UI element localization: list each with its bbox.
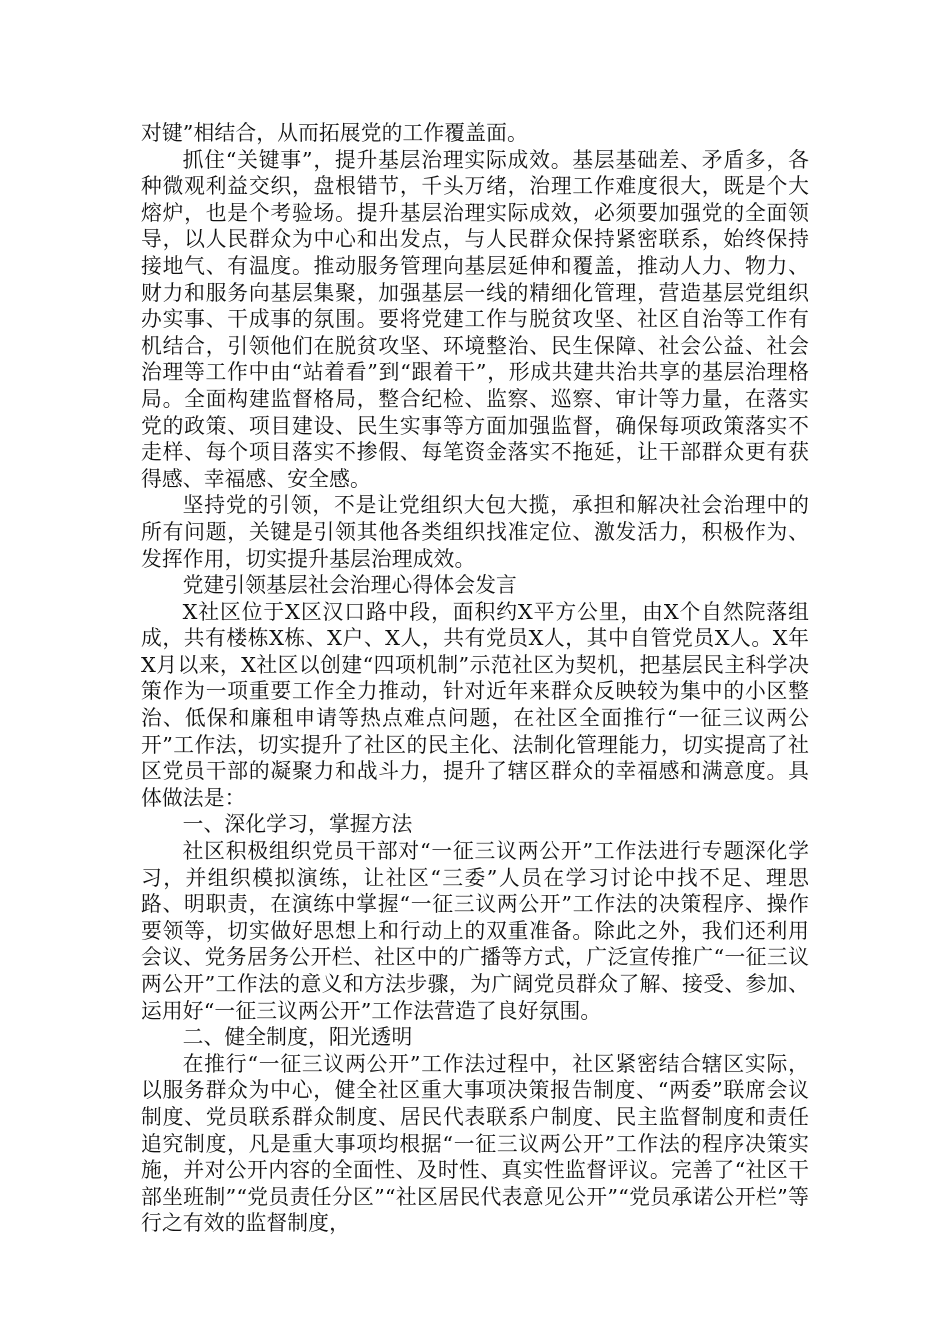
- paragraph-2: 抓住“关键事”，提升基层治理实际成效。基层基础差、矛盾多，各种微观利益交织，盘根错节，千头万绪，治理工作难度很大，既是个大熔炉，也是个考验场。提升基层治理实际成效，必须要加强党的全面领导，以人民群众为中心和出发点，与人民群众保持紧密联系，始终保持接地气、有温度。推动服务管理向基层延伸和覆盖，推动人力、物力、财力和服务向基层集聚，加强基层一线的精细化管理，营造基层党组织办实事、干成事的氛围。要将党建工作与脱贫攻坚、社区自治等工作有机结合，引领他们在脱贫攻坚、环境整治、民生保障、社会公益、社会治理等工作中由“站着看”到“跟着干”，形成共建共治共享的基层治理格局。全面构建监督格局，整合纪检、监察、巡察、审计等力量，在落实党的政策、项目建设、民生实事等方面加强监督，确保每项政策落实不走样、每个项目落实不掺假、每笔资金落实不拖延，让干部群众更有获得感、幸福感、安全感。: [141, 147, 809, 491]
- paragraph-3: 坚持党的引领，不是让党组织大包大揽，承担和解决社会治理中的所有问题，关键是引领其他各类组织找准定位、激发活力，积极作为、发挥作用，切实提升基层治理成效。: [141, 493, 809, 571]
- heading-1: 一、深化学习，掌握方法: [182, 812, 413, 837]
- paragraph-6: 在推行“一征三议两公开”工作法过程中，社区紧密结合辖区实际，以服务群众为中心，健全社区重大事项决策报告制度、“两委”联席会议制度、党员联系群众制度、居民代表联系户制度、民主监督制度和责任追究制度，凡是重大事项均根据“一征三议两公开”工作法的程序决策实施，并对公开内容的全面性、及时性、真实性监督评议。完善了“社区干部坐班制”“党员责任分区”“社区居民代表意见公开”“党员承诺公开栏”等行之有效的监督制度，: [141, 1051, 809, 1236]
- section-title: 党建引领基层社会治理心得体会发言: [182, 573, 517, 598]
- paragraph-4: X社区位于X区汉口路中段，面积约X平方公里，由X个自然院落组成，共有楼栋X栋、X户、X人，共有党员X人，其中自管党员X人。X年X月以来，X社区以创建“四项机制”示范社区为契机，把基层民主科学决策作为一项重要工作全力推动，针对近年来群众反映较为集中的小区整治、低保和廉租申请等热点难点问题，在社区全面推行“一征三议两公开”工作法，切实提升了社区的民主化、法制化管理能力，切实提高了社区党员干部的凝聚力和战斗力，提升了辖区群众的幸福感和满意度。具体做法是：: [141, 599, 809, 810]
- document-body: [141, 120, 809, 1237]
- heading-2: 二、健全制度，阳光透明: [182, 1025, 413, 1050]
- paragraph-5: 社区积极组织党员干部对“一征三议两公开”工作法进行专题深化学习，并组织模拟演练，让社区“三委”人员在学习讨论中找不足、理思路、明职责，在演练中掌握“一征三议两公开”工作法的决策程序、操作要领等，切实做好思想上和行动上的双重准备。除此之外，我们还利用会议、党务居务公开栏、社区中的广播等方式，广泛宣传推广“一征三议两公开”工作法的意义和方法步骤，为广阔党员群众了解、接受、参加、运用好“一征三议两公开”工作法营造了良好氛围。: [141, 839, 809, 1023]
- paragraph-1: 对键”相结合，从而拓展党的工作覆盖面。: [141, 121, 528, 145]
